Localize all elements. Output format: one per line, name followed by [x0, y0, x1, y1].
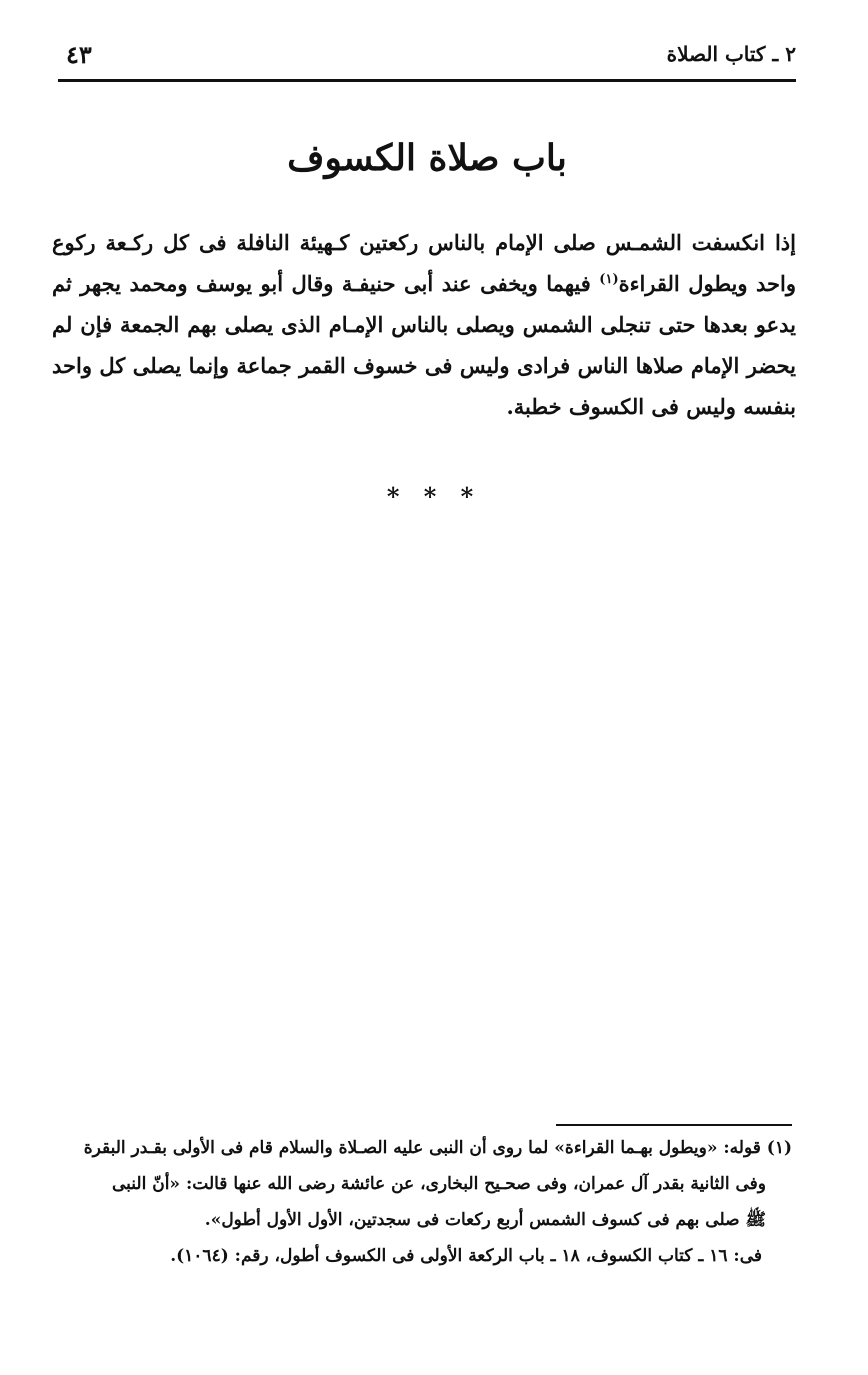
header-chapter-title: ٢ ـ كتاب الصلاة [666, 42, 796, 66]
running-header [58, 40, 796, 80]
footnote-line: وفى الثانية بقدر آل عمران، وفى صحـيح البخارى، عن عائشة رضى الله عنها قالت: «أنّ النبى [111, 1174, 766, 1194]
section-divider: * * * [386, 482, 482, 511]
footnotes [44, 1130, 792, 1274]
page-number: ٤٣ [66, 40, 92, 69]
chapter-title: باب صلاة الكسوف [287, 137, 567, 179]
body-paragraph [52, 222, 796, 427]
header-rule [58, 79, 796, 82]
body-text-after-ref: فيهما ويخفى عند أبى حنيفـة وقال أبو يوسف ومحمد يجهر ثم يدعو بعدها حتى تنجلى الشمس ويصلى بالناس الإمـام الذى يصلى بهم الجمعة فإن لم يحضر الإمام صلاها الناس فرادى وليس فى خسوف القمر جماعة وإنما يصلى كل واحد بنفسه وليس فى الكسوف خطبة. [52, 271, 796, 419]
footnote-line: ﷺ صلى بهم فى كسوف الشمس أربع ركعات فى سجدتين، الأول الأول أطول». [204, 1210, 766, 1230]
footnote-line: (١) قوله: «ويطول بهـما القراءة» لما روى أن النبى عليه الصـلاة والسلام قام فى الأولى بقـدر البقرة [83, 1138, 792, 1158]
footnote-reference: (١) [599, 272, 619, 287]
body-text-before-ref: إذا انكسفت الشمـس صلى الإمام بالناس ركعتين كـهيئة النافلة فى كل ركـعة ركوع واحد ويطول القراءة [52, 230, 797, 296]
footnote-line: فى: ١٦ ـ كتاب الكسوف، ١٨ ـ باب الركعة الأولى فى الكسوف أطول، رقم: (١٠٦٤). [170, 1246, 762, 1266]
footnote-rule [556, 1124, 792, 1126]
